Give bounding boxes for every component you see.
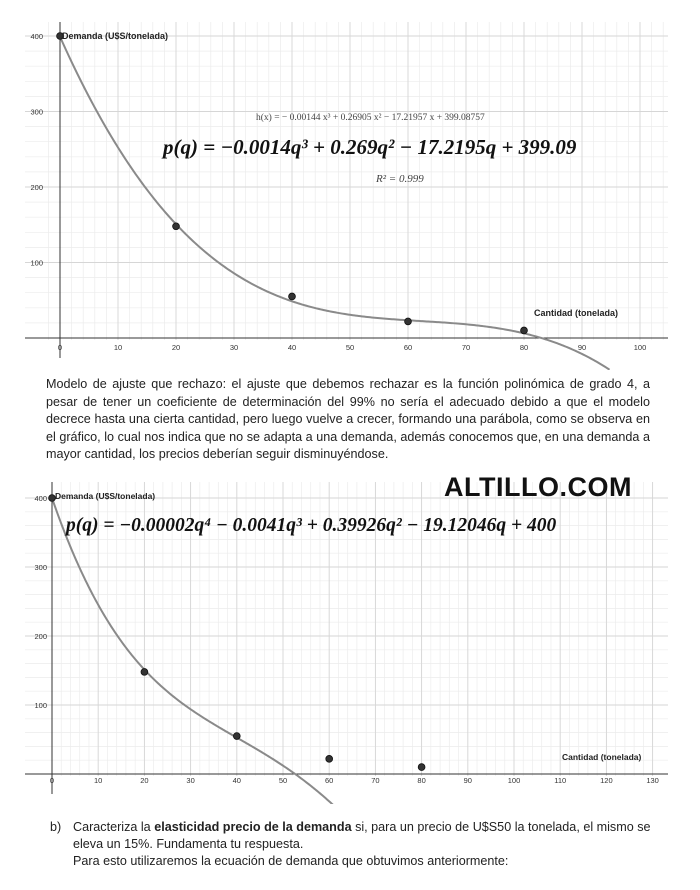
- x-tick-label: 120: [600, 776, 613, 785]
- y-tick-label: 200: [30, 183, 43, 192]
- data-point: [418, 764, 425, 771]
- model-equation-2: p(q) = −0.00002q⁴ − 0.0041q³ + 0.39926q² − 19.12046q + 400: [66, 515, 557, 536]
- data-point: [173, 223, 180, 230]
- x-tick-label: 80: [519, 343, 529, 352]
- x-tick-label: 90: [577, 343, 587, 352]
- x-tick-label: 40: [232, 776, 241, 785]
- data-point: [326, 755, 333, 762]
- x-tick-label: 90: [463, 776, 472, 785]
- data-point: [141, 668, 148, 675]
- x-tick-label: 70: [371, 776, 380, 785]
- y-tick-label: 200: [34, 632, 47, 641]
- fit-curve: [49, 498, 334, 804]
- x-tick-label: 50: [345, 343, 355, 352]
- part-b-statement: [73, 819, 673, 853]
- chart-1: [0, 0, 700, 370]
- y-tick-label: 100: [30, 258, 43, 268]
- x-tick-label: 80: [417, 776, 426, 785]
- x-tick-label: 100: [507, 776, 521, 785]
- part-b-text-before: Caracteriza la: [73, 820, 155, 834]
- x-tick-label: 20: [171, 343, 181, 352]
- x-tick-label: 130: [646, 776, 659, 785]
- x-axis-label: Cantidad (tonelada): [562, 752, 642, 762]
- r-squared-label: R² = 0.999: [376, 173, 424, 185]
- y-tick-label: 300: [30, 107, 43, 117]
- y-tick-label: 300: [34, 563, 47, 572]
- x-tick-label: 10: [94, 776, 103, 785]
- data-point: [233, 733, 240, 740]
- x-tick-label: 110: [554, 776, 567, 785]
- rejection-paragraph: Modelo de ajuste que rechazo: el ajuste que debemos rechazar es la función polinómica de grado 4, a pesar de tener un coeficiente de determinación del 99% no sería el adecuado debido a que el modelo decrece hasta una cierta cantidad, pero luego vuelve a crecer, formando una parábola, como se observa en el gráfico, lo cual nos indica que no se adapta a una demanda, además conocemos que, en una demanda a mayor cantidad, los precios deberían seguir disminuyéndose.: [46, 377, 650, 462]
- x-tick-label: 60: [325, 776, 334, 785]
- x-tick-label: 30: [186, 776, 195, 785]
- part-b-marker: b): [50, 820, 62, 834]
- data-point: [521, 327, 528, 334]
- x-tick-label: 100: [633, 343, 647, 352]
- y-tick-label: 100: [34, 701, 47, 710]
- brand-watermark: ALTILLO.COM: [444, 472, 632, 502]
- y-tick-label: 400: [30, 32, 43, 41]
- data-point: [289, 293, 296, 300]
- data-point: [405, 318, 412, 325]
- x-tick-label: 10: [113, 343, 123, 352]
- part-b-instruction: Para esto utilizaremos la ecuación de demanda que obtuvimos anteriormente:: [73, 854, 509, 868]
- x-tick-label: 40: [287, 343, 297, 352]
- x-tick-label: 60: [403, 343, 413, 352]
- x-tick-label: 70: [461, 343, 471, 352]
- fit-equation-label: h(x) = − 0.00144 x³ + 0.26905 x² − 17.21957 x + 399.08757: [256, 113, 485, 123]
- y-axis-label: Demanda (U$S/tonelada): [55, 491, 156, 501]
- model-equation-1: p(q) = −0.0014q³ + 0.269q² − 17.2195q + 399.09: [163, 135, 577, 159]
- y-tick-label: 400: [34, 494, 47, 503]
- fit-curve: [57, 37, 610, 370]
- x-tick-label: 0: [57, 343, 63, 352]
- y-axis-label: Demanda (U$S/tonelada): [62, 31, 169, 41]
- x-axis-label: Cantidad (tonelada): [534, 308, 619, 318]
- x-tick-label: 0: [49, 776, 55, 785]
- x-tick-label: 30: [229, 343, 239, 352]
- x-tick-label: 20: [140, 776, 149, 785]
- part-b-text-after: si, para un precio de U$S50 la tonelada, el mismo se eleva un 15%. Fundamenta tu respuesta.: [73, 820, 651, 851]
- x-tick-label: 50: [278, 776, 288, 785]
- part-b-bold-term: elasticidad precio de la demanda: [154, 820, 352, 834]
